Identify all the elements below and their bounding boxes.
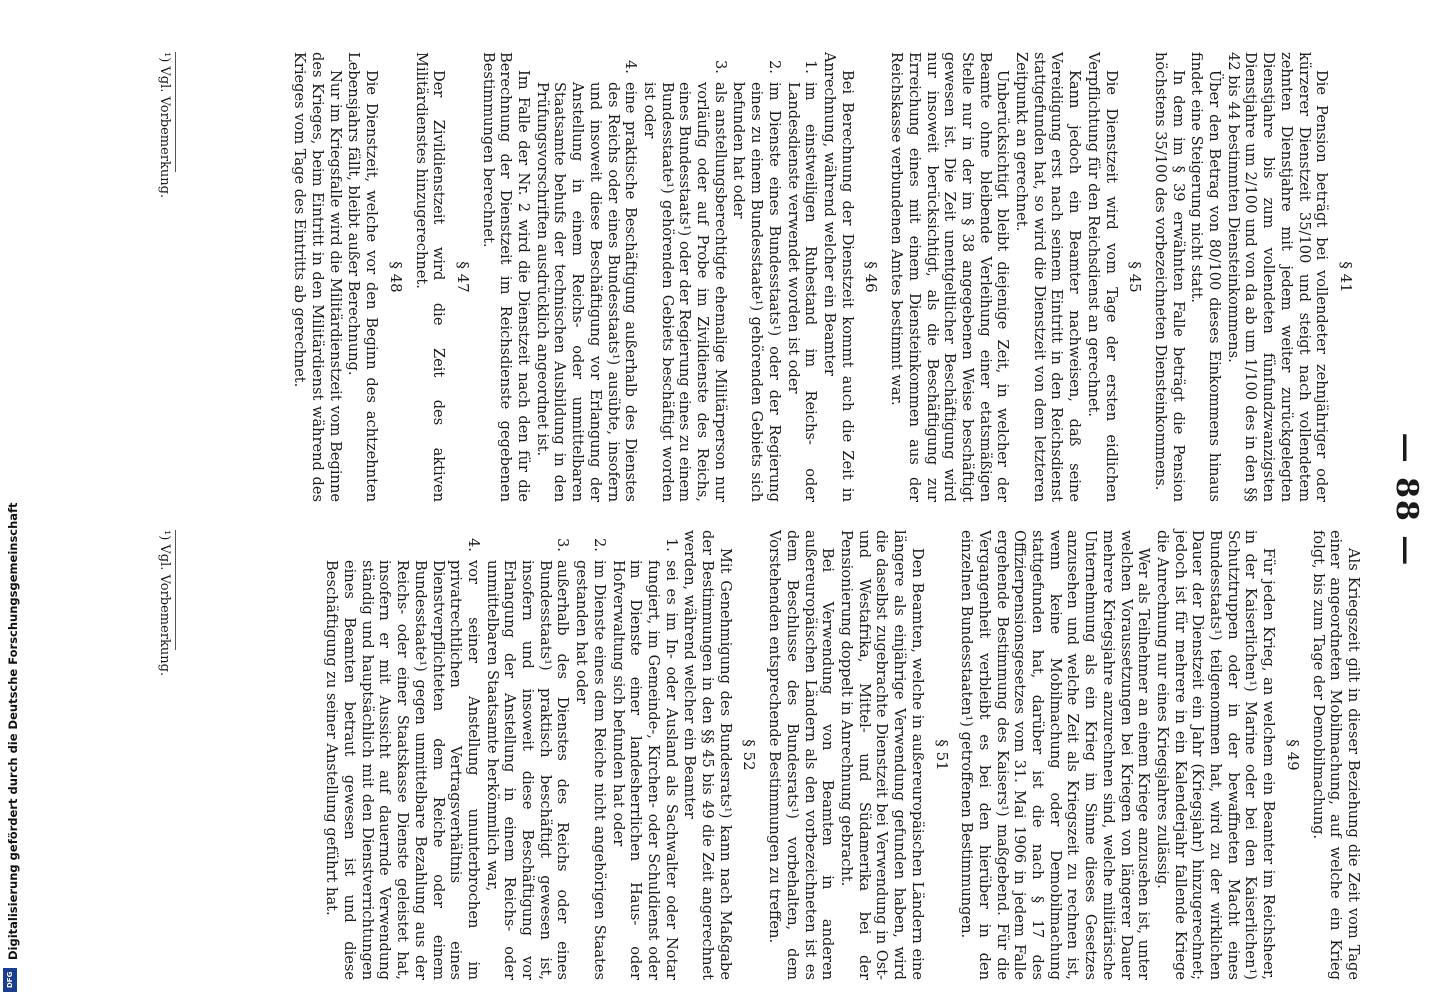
- paragraph: Bei Verwendung von Beamten in anderen außereuropäischen Ländern als den vorbezeichneten ist es dem Beschlusse des Bundesrats¹) vorbehalten, dem Vorstehenden entsprechende Bestimmungen zu treffen.: [766, 530, 837, 980]
- list-item: [483, 530, 572, 980]
- right-column: [322, 530, 1362, 980]
- list-item: [572, 530, 607, 980]
- paragraph: Die Dienstzeit wird vom Tage der ersten eidlichen Verpflichtung für den Reichsdienst an gerechnet.: [1084, 52, 1120, 502]
- section-heading-52: § 52: [740, 739, 759, 771]
- paragraph: Bei Berechnung der Dienstzeit kommt auch die Zeit in Anrechnung, während welcher ein Beamter: [821, 52, 856, 502]
- list-number: 2.: [765, 60, 783, 74]
- list-text: im Dienste eines Bundesstaats¹) oder der Regierung eines zu einem Bundesstaate¹) gehörenden Gebiets sich befunden hat oder: [730, 82, 783, 502]
- paragraph: Unberücksichtigt bleibt diejenige Zeit, in welcher der Beamte ohne bleibende Verleihung einer etatsmäßigen Stelle nur in der im § 38 angegebenen Weise beschäftigt gewesen ist. Die Zeit unentgeltlicher Beschäftigung wird nur insoweit berücksichtigt, als die Beschäftigung zur Erreichung eines mit einem Diensteinkommen aus der Reichskasse verbundenen Amtes bestimmt war.: [888, 52, 1012, 502]
- digitization-credit-strip: [0, 0, 40, 1000]
- list-number: 2.: [590, 538, 608, 552]
- digitization-credit: Digitalisierung gefördert durch die Deutsche Forschungsgemeinschaft: [6, 502, 20, 960]
- footnote-text: ¹) Vgl. Vorbemerkung.: [157, 530, 172, 677]
- paragraph: Als Kriegszeit gilt in dieser Beziehung die Zeit vom Tage einer angeordneten Mobilmachung, auf welche ein Krieg folgt, bis zum Tage der Demobilmachung.: [1309, 530, 1362, 980]
- list-item: [784, 52, 819, 502]
- list-item: [533, 52, 639, 502]
- footnote-right: [157, 530, 186, 980]
- list-text: im Dienste eines dem Reiche nicht angehörigen Staates gestanden hat oder: [573, 560, 608, 980]
- paragraph: Wer als Teilnehmer an einem Kriege anzusehen ist, unter welchen Voraussetzungen bei Kriegen von längerer Dauer mehrere Kriegsjahre anzurechnen sind, welche militärische Unternehmung als ein Krieg im Sinne dieses Gesetzes anzusehen und welche Zeit als Kriegszeit zu rechnen ist, wenn keine Mobilmachung oder Demobilmachung stattgefunden hat, darüber ist die nach § 17 des Offizierpensionsgesetzes vom 31. Mai 1906 in jedem Falle ergehende Bestimmung des Kaisers¹) maßgebend. Für die Vergangenheit verbleibt es bei den hierüber in den einzelnen Bundesstaaten¹) getroffenen Bestimmungen.: [958, 530, 1153, 980]
- paragraph: Mit Genehmigung des Bundesrats¹) kann nach Maßgabe der Bestimmungen in den §§ 45 bis 49 die Zeit angerechnet werden, während welcher ein Beamter: [681, 530, 734, 980]
- footnote-text: ¹) Vgl. Vorbemerkung.: [157, 52, 172, 199]
- list-text: eine praktische Beschäftigung außerhalb des Dienstes des Reichs oder eines Bundesstaats¹) ausübte, insofern und insoweit diese Beschäftigung vor Erlangung der Anstellung in einem Reichs- oder unmittelbaren Staatsamte behufs der technischen Ausbildung in den Prüfungsvorschriften ausdrücklich angeordnet ist.: [533, 82, 640, 502]
- paragraph: Den Beamten, welche in außereuropäischen Ländern eine längere als einjährige Verwendung gefunden haben, wird die daselbst zugebrachte Dienstzeit bei Verwendung in Ost- und Westafrika, Mittel- und Südamerika bei der Pensionierung doppelt in Anrechnung gebracht.: [838, 530, 926, 980]
- paragraph: Nur im Kriegsfalle wird die Militärdienstzeit vom Beginne des Krieges, beim Eintritt in den Militärdienst während des Krieges vom Tage des Eintritts ab gerechnet.: [291, 52, 344, 502]
- page-number: — 88 —: [1389, 432, 1424, 568]
- footnote-left: [157, 52, 186, 502]
- list-number: 4.: [464, 538, 482, 552]
- dfg-logo-icon: DFG: [3, 968, 17, 992]
- list-item: [609, 530, 680, 980]
- paragraph: Die Dienstzeit, welche vor den Beginn des achtzehnten Lebensjahrs fällt, bleibt außer Berechnung.: [345, 52, 381, 502]
- paragraph: Der Zivildienstzeit wird die Zeit des aktiven Militärdienstes hinzugerechnet.: [412, 52, 448, 502]
- section-heading-46: § 46: [862, 261, 881, 293]
- section-heading-51: § 51: [932, 739, 951, 771]
- list-number: 1.: [802, 60, 820, 74]
- paragraph: Über den Betrag von 80/100 dieses Einkommens hinaus findet eine Steigerung nicht statt.: [1188, 52, 1224, 502]
- paragraph: Für jeden Krieg, an welchem ein Beamter im Reichsheer, in der Kaiserlichen¹) Marine oder bei den Kaiserlichen¹) Schutztruppen oder in der bewaffneten Macht eines Bundesstaats¹) teilgenommen hat, wird zu der wirklichen Dauer der Dienstzeit ein Jahr (Kriegsjahr) hinzugerechnet; jedoch ist für mehrere in ein Kalenderjahr fallende Kriege die Anrechnung nur eines Kriegsjahres zulässig.: [1153, 530, 1278, 980]
- left-column: [290, 52, 1362, 502]
- section-heading-47: § 47: [453, 261, 472, 293]
- section-heading-48: § 48: [386, 261, 405, 293]
- list-number: 3.: [711, 60, 729, 74]
- section-heading-49: § 49: [1283, 739, 1302, 771]
- list-number: 1.: [662, 538, 680, 552]
- list-item: [323, 530, 482, 980]
- footnote-rule: [175, 530, 176, 650]
- list-text: vor seiner Anstellung ununterbrochen im privatrechtlichen Vertragsverhältnis eines Dienstverpflichteten dem Reiche oder einem Bundesstaate¹) gegen unmittelbare Bezahlung aus der Reichs- oder einer Staatskasse Dienste geleistet hat, insofern er mit Aussicht auf dauernde Verwendung ständig und hauptsächlich mit den Dienstverrichtungen eines Beamten betraut gewesen ist und diese Beschäftigung zu seiner Anstellung geführt hat.: [323, 560, 482, 980]
- paragraph: Die Pension beträgt bei vollendeter zehnjähriger oder kürzerer Dienstzeit 35/100 und steigt nach vollendetem zehnten Dienstjahre mit jedem weiter zurückgelegten Dienstjahre bis zum vollendeten fünfundzwanzigsten Dienstjahre um 2/100 und von da ab um 1/100 des in den §§ 42 bis 44 bestimmten Diensteinkommens.: [1224, 52, 1331, 502]
- list-number: 4.: [622, 60, 640, 74]
- list-item: [640, 52, 729, 502]
- paragraph: Im Falle der Nr. 2 wird die Dienstzeit nach den für die Berechnung der Dienstzeit im Reichsdienste gegebenen Bestimmungen berechnet.: [479, 52, 533, 502]
- section-heading-41: § 41: [1337, 261, 1355, 293]
- list-text: als anstellungsberechtigte ehemalige Militärperson nur vorläufig oder auf Probe im Zivildienste des Reichs, eines Bundesstaats¹) oder der Regierung eines zu einem Bundesstaate¹) gehörenden Gebiets beschäftigt worden ist oder: [640, 82, 729, 502]
- list-number: 3.: [554, 538, 572, 552]
- section-heading-45: § 45: [1126, 261, 1145, 293]
- paragraph: In dem im § 39 erwähnten Falle beträgt die Pension höchstens 35/100 des vorbezeichneten Diensteinkommens.: [1151, 52, 1187, 502]
- footnote-rule: [175, 52, 176, 172]
- list-text: sei es im In- oder Ausland als Sachwalter oder Notar fungiert, im Gemeinde-, Kirchen- oder Schuldienst oder im Dienste einer landesherrlichen Haus- oder Hofverwaltung sich befunden hat oder: [609, 560, 680, 980]
- list-item: [730, 52, 783, 502]
- list-text: außerhalb des Dienstes des Reichs oder eines Bundesstaats¹) praktisch beschäftigt gewesen ist, insofern und insoweit diese Beschäftigung vor Erlangung der Anstellung in einem Reichs- oder unmittelbaren Staatsamte herkömmlich war,: [483, 560, 572, 980]
- paragraph: Kann jedoch ein Beamter nachweisen, daß seine Vereidigung erst nach seinem Eintritt in den Reichsdienst stattgefunden hat, so wird die Dienstzeit von dem letzteren Zeitpunkt an gerechnet.: [1013, 52, 1084, 502]
- list-text: im einstweiligen Ruhestand im Reichs- oder Landesdienste verwendet worden ist oder: [784, 82, 820, 502]
